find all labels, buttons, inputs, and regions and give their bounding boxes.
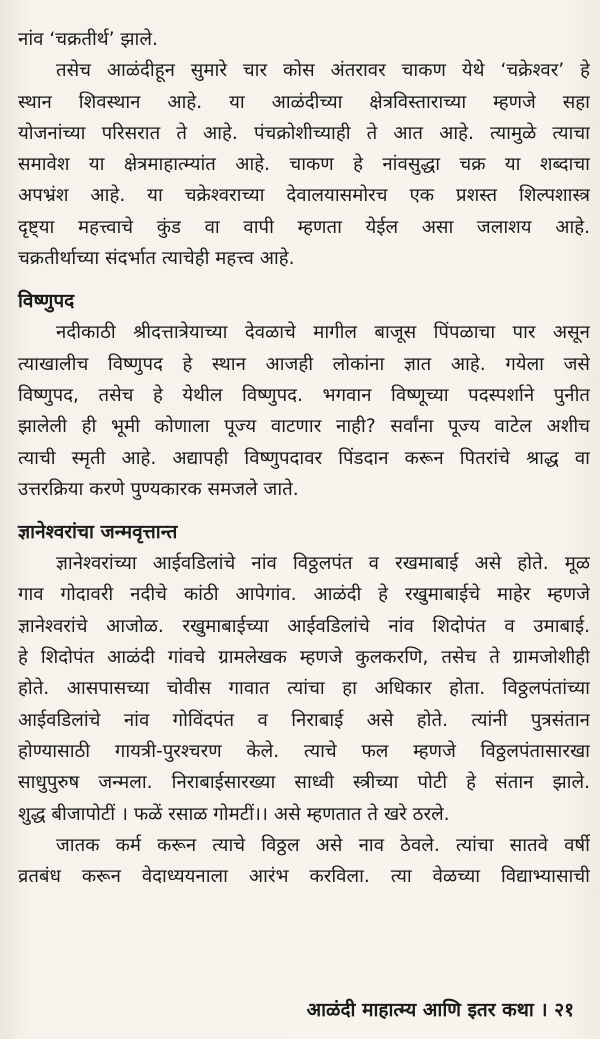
text-line: नदीकाठी श्रीदत्तात्रेयाच्या देवळाचे मागील बाजूस पिंपळाचा पार असून	[56, 322, 590, 344]
text-line: विष्णुपद, तसेच हे येथील विष्णुपद. भगवान विष्णूच्या पदस्पर्शाने पुनीत	[18, 384, 590, 406]
text-line: नांव ‘चक्रतीर्थ’ झाले.	[18, 29, 158, 50]
text-line: गाव गोदावरी नदीचे कांठी आपेगांव. आळंदी हे रखुमाबाईचे माहेर म्हणजे	[18, 584, 590, 606]
text-line: त्याखालीच विष्णुपद हे स्थान आजही लोकांना ज्ञात आहे. गयेला जसे	[18, 353, 590, 375]
text-line: ज्ञानेश्वरांचे आजोळ. रखुमाबाईच्या आईवडिलांचे नांव शिदोपंत व उमाबाई.	[18, 615, 590, 637]
text-line: समावेश या क्षेत्रमाहात्म्यांत आहे. चाकण हे नांवसुद्धा चक्र या शब्दाचा	[18, 154, 590, 176]
text-line: स्थान शिवस्थान आहे. या आळंदीच्या क्षेत्रविस्ताराच्या म्हणजे सहा	[18, 91, 590, 113]
section-heading: ज्ञानेश्वरांचा जन्मवृत्तान्त	[18, 521, 178, 544]
text-line: अपभ्रंश आहे. या चक्रेश्वराच्या देवालयासमोरच एक प्रशस्त शिल्पशास्त्र	[18, 185, 590, 207]
text-line: योजनांच्या परिसरात ते आहे. पंचक्रोशीच्याही ते आत आहे. त्यामुळे त्याचा	[18, 122, 590, 144]
text-line: होण्यासाठी गायत्री-पुरश्चरण केले. त्याचे फल म्हणजे विठ्ठलपंतासारखा	[18, 740, 590, 762]
text-line: दृष्ट्या महत्त्वाचे कुंड वा वापी म्हणता येईल असा जलाशय आहे.	[18, 216, 590, 238]
text-line: आईवडिलांचे नांव गोविंदपंत व निराबाई असे होते. त्यांनी पुत्रसंतान	[18, 709, 590, 731]
paragraph	[18, 55, 590, 274]
section	[18, 517, 590, 892]
text-line: हे शिदोपंत आळंदी गांवचे ग्रामलेखक म्हणजे कुलकरणि, तसेच ते ग्रामजोशीही	[18, 647, 590, 669]
page-body	[18, 24, 590, 892]
text-line: साधुपुरुष जन्मला. निराबाईसारख्या साध्वी स्त्रीच्या पोटी हे संतान झाले.	[18, 772, 590, 794]
text-line: ज्ञानेश्वरांच्या आईवडिलांचे नांव विठ्ठलपंत व रखमाबाई असे होते. मूळ	[56, 553, 590, 575]
section-heading: विष्णुपद	[18, 290, 75, 313]
text-line: चक्रतीर्थाच्या संदर्भात त्याचेही महत्त्व आहे.	[18, 248, 295, 270]
text-line: होते. आसपासच्या चोवीस गावात त्यांचा हा अधिकार होता. विठ्ठलपंतांच्या	[18, 678, 590, 700]
text-line: तसेच आळंदीहून सुमारे चार कोस अंतरावर चाकण येथे ‘चक्रेश्वर’ हे	[56, 60, 590, 82]
text-line: त्याची स्मृती आहे. अद्यापही विष्णुपदावर पिंडदान करून पितरांचे श्राद्ध वा	[18, 447, 590, 469]
text-line: उत्तरक्रिया करणे पुण्यकारक समजले जाते.	[18, 478, 299, 500]
text-line: शुद्ध बीजापोटीं । फळें रसाळ गोमटीं।। असे म्हणतात ते खरे ठरले.	[18, 803, 450, 825]
text-line: झालेली ही भूमी कोणाला पूज्य वाटणार नाही? सर्वांना पूज्य वाटेल अशीच	[18, 416, 590, 438]
page-footer: आळंदी माहात्म्य आणि इतर कथा । २१	[306, 999, 574, 1021]
text-line: व्रतबंध करून वेदाध्ययनाला आरंभ करविला. त्या वेळच्या विद्याभ्यासाची	[18, 866, 590, 888]
section	[18, 286, 590, 505]
text-line: जातक कर्म करून त्याचे विठ्ठल असे नाव ठेवले. त्यांचा सातवे वर्षी	[56, 834, 590, 856]
paragraph	[18, 24, 590, 55]
